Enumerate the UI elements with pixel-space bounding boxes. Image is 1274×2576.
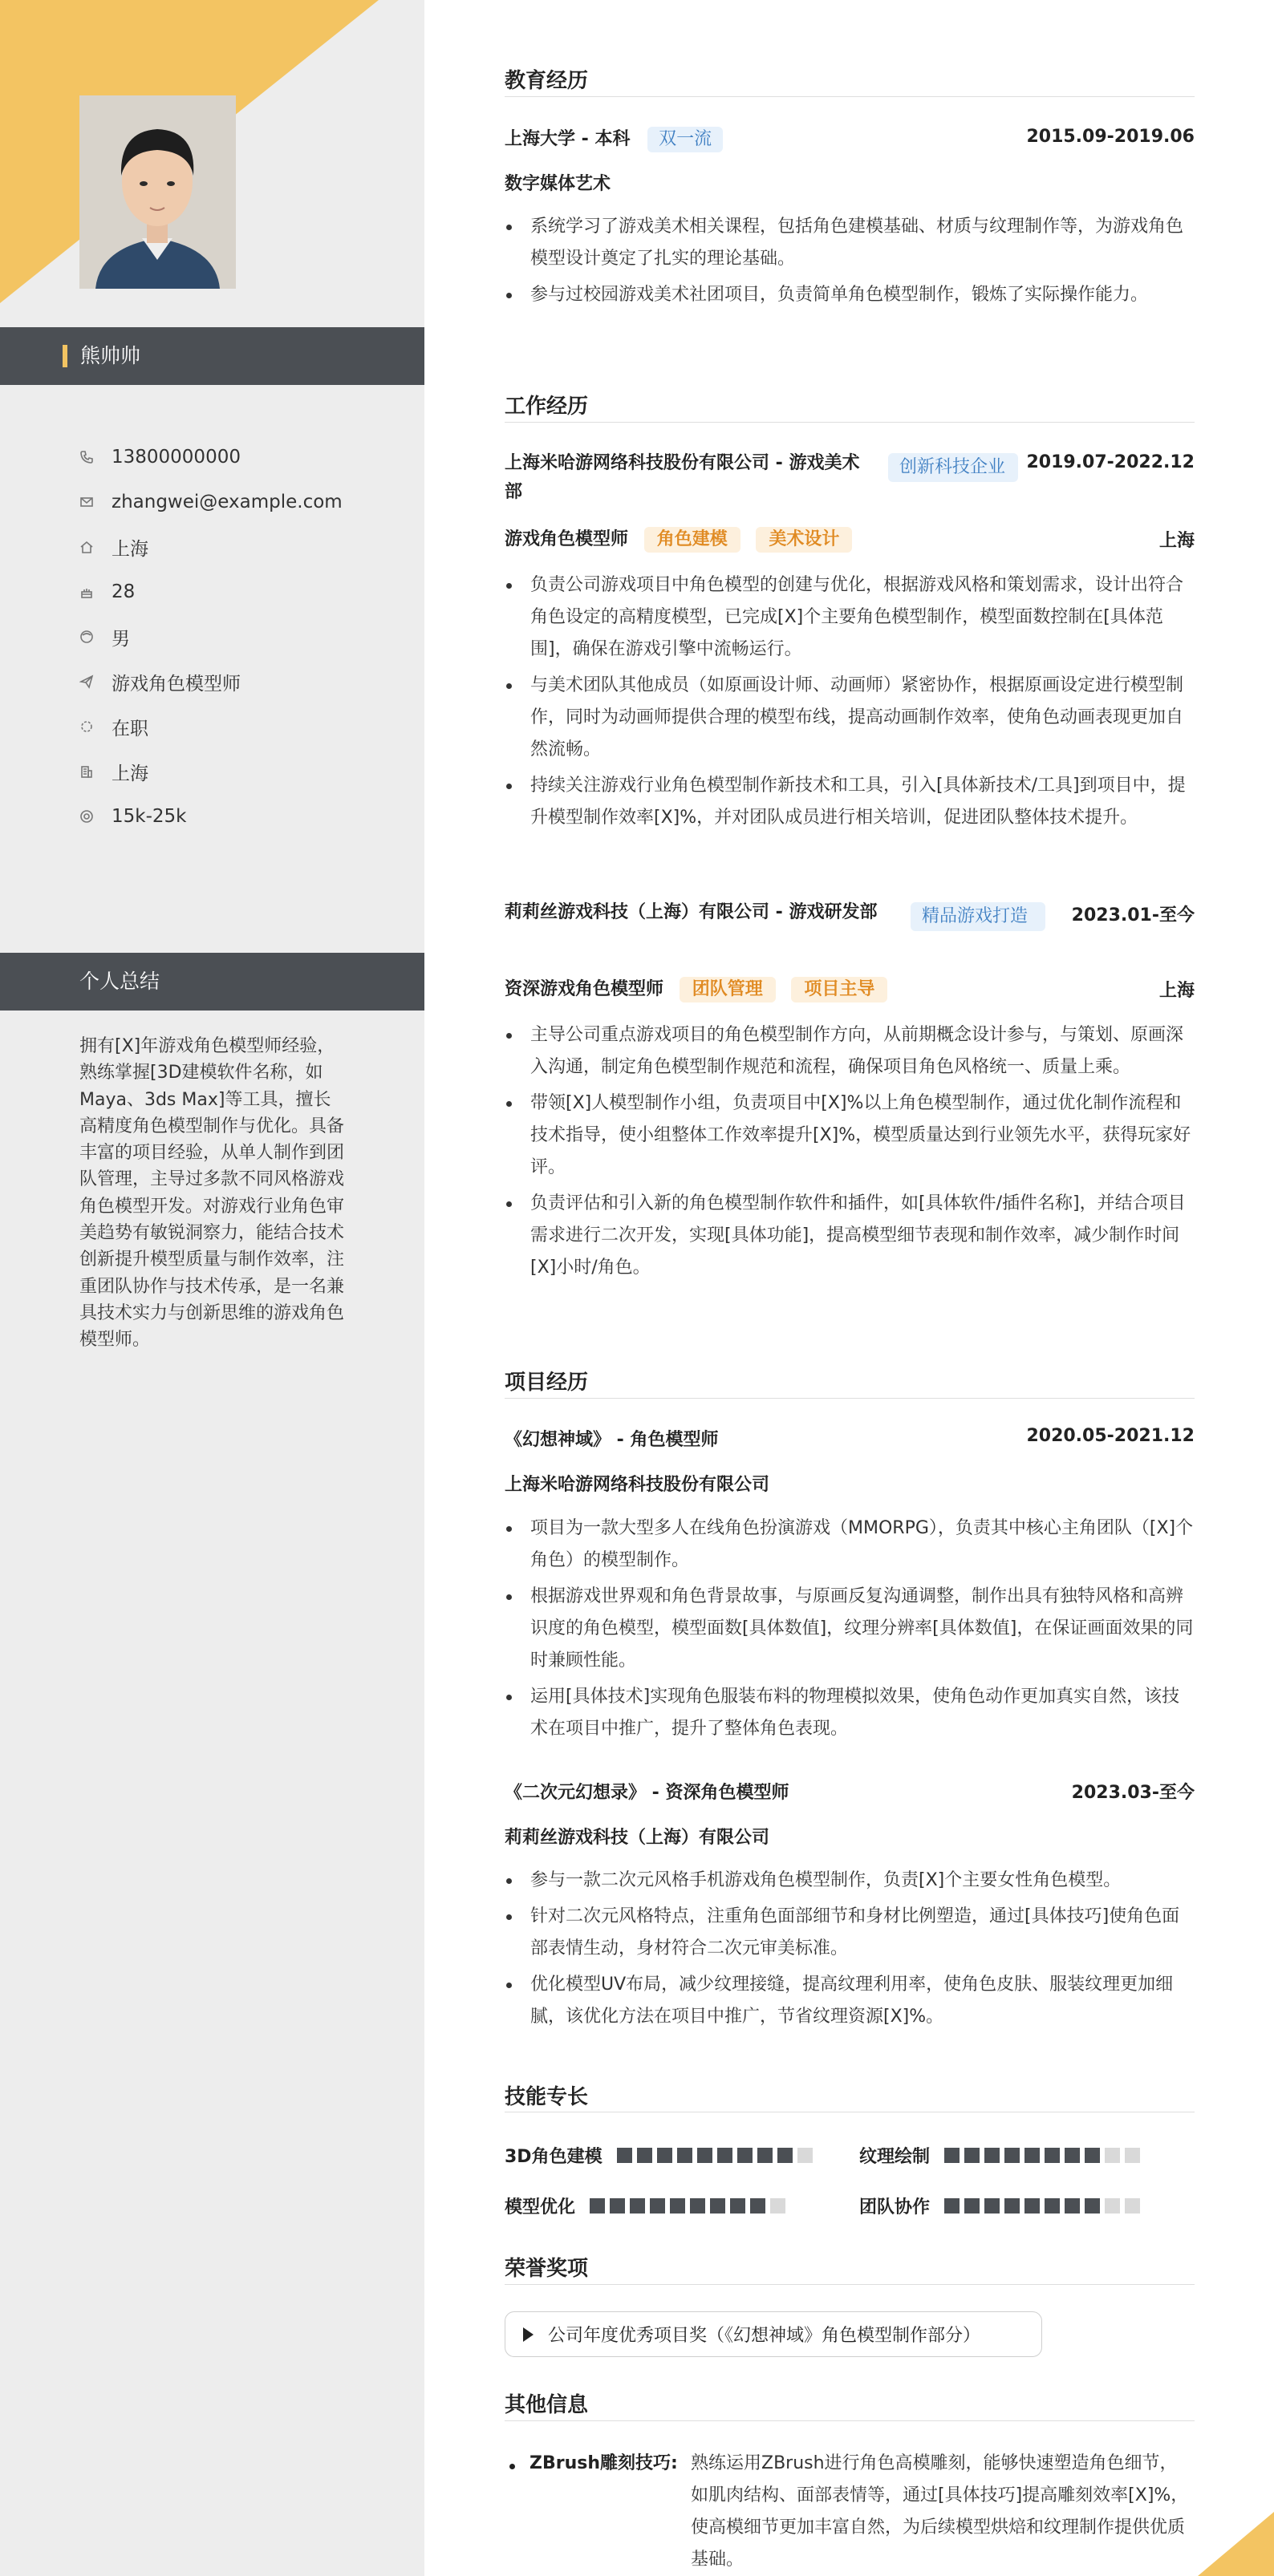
skill-level-bar — [944, 2198, 1145, 2213]
section-title-education: 教育经历 — [505, 69, 589, 93]
project-date: 2020.05-2021.12 — [1026, 1426, 1195, 1446]
name-bar — [0, 327, 424, 385]
info-phone — [79, 435, 343, 480]
education-date: 2015.09-2019.06 — [1026, 127, 1195, 147]
role-tag: 角色建模 — [644, 527, 740, 553]
skill-square-empty — [1105, 2148, 1120, 2163]
section-divider — [505, 2420, 1195, 2421]
avatar — [79, 95, 236, 289]
skill-level-bar — [944, 2148, 1145, 2163]
section-divider — [505, 2284, 1195, 2285]
info-text: 28 — [112, 581, 136, 602]
other-label: ZBrush雕刻技巧: — [529, 2453, 678, 2473]
job-location: 上海 — [1158, 531, 1195, 551]
skill-level-bar — [590, 2198, 790, 2213]
list-item: 参与过校园游戏美术社团项目，负责简单角色模型制作，锻炼了实际操作能力。 — [505, 279, 1195, 311]
education-bullets — [505, 211, 1195, 315]
info-position — [79, 659, 343, 704]
list-item: 针对二次元风格特点，注重角色面部细节和身材比例塑造，通过[具体技巧]使角色面部表情生动，身材符合二次元审美标准。 — [505, 1901, 1195, 1965]
mail-icon — [79, 495, 94, 509]
building-icon — [79, 764, 94, 779]
award-item[interactable] — [505, 2311, 1042, 2357]
expand-triangle-icon — [523, 2327, 534, 2342]
skill-square-filled — [697, 2148, 712, 2163]
skill-square-filled — [1085, 2148, 1100, 2163]
info-text: 游戏角色模型师 — [112, 673, 241, 695]
info-gender — [79, 614, 343, 659]
info-salary — [79, 794, 343, 839]
skill-square-filled — [1024, 2148, 1040, 2163]
list-item: 主导公司重点游戏项目的角色模型制作方向，从前期概念设计参与，与策划、原画深入沟通，制定角色模型制作规范和流程，确保项目角色风格统一、质量上乘。 — [505, 1019, 1195, 1083]
contact-info-list — [79, 435, 343, 839]
skill-square-filled — [590, 2198, 605, 2213]
project-header — [505, 1779, 1195, 1804]
education-major: 数字媒体艺术 — [505, 174, 611, 194]
project-company: 上海米哈游网络科技股份有限公司 — [505, 1475, 770, 1495]
info-text: 在职 — [112, 718, 148, 739]
corner-decoration-bottom — [1198, 2512, 1274, 2576]
salary-icon — [79, 809, 94, 824]
info-text: 15k-25k — [112, 806, 187, 827]
section-title-work: 工作经历 — [505, 395, 589, 419]
skill-item — [505, 2193, 790, 2218]
list-item: 项目为一款大型多人在线角色扮演游戏（MMORPG），负责其中核心主角团队（[X]个角色）的模型制作。 — [505, 1513, 1195, 1577]
home-icon — [79, 540, 94, 554]
summary-title: 个人总结 — [79, 970, 160, 993]
skill-square-empty — [1125, 2148, 1140, 2163]
skill-square-filled — [777, 2148, 793, 2163]
skill-item — [859, 2143, 1145, 2168]
project-bullets — [505, 1865, 1195, 2037]
other-text: 熟练运用ZBrush进行角色高模雕刻，能够快速塑造角色细节，如肌肉结构、面部表情等，通过[具体技巧]提高雕刻效率[X]%，使高模细节更加丰富自然，为后续模型烘焙和纹理制作提供优质基础。 — [691, 2453, 1189, 2570]
skill-square-filled — [1065, 2148, 1080, 2163]
skill-square-filled — [1004, 2148, 1020, 2163]
list-item: 参与一款二次元风格手机游戏角色模型制作，负责[X]个主要女性角色模型。 — [505, 1865, 1195, 1897]
skill-square-filled — [737, 2148, 753, 2163]
skill-square-filled — [1045, 2198, 1060, 2213]
project-header — [505, 1426, 1195, 1451]
project-date: 2023.03-至今 — [1071, 1783, 1195, 1803]
list-item: 与美术团队其他成员（如原画设计师、动画师）紧密协作，根据原画设定进行模型制作，同时为动画师提供合理的模型布线，提高动画制作效率，使角色动画表现更加自然流畅。 — [505, 670, 1195, 766]
job-role: 资深游戏角色模型师 — [505, 979, 664, 999]
info-text: 上海 — [112, 763, 148, 784]
job-company-tag: 精品游戏打造 — [911, 902, 1045, 931]
skill-item — [505, 2143, 818, 2168]
skill-square-filled — [964, 2198, 980, 2213]
skill-square-filled — [717, 2148, 732, 2163]
section-title-awards: 荣誉奖项 — [505, 2257, 589, 2281]
skill-square-filled — [630, 2198, 645, 2213]
skill-name: 3D角色建模 — [505, 2147, 603, 2167]
role-tag: 项目主导 — [791, 977, 887, 1002]
skill-square-filled — [657, 2148, 672, 2163]
list-item: 系统学习了游戏美术相关课程，包括角色建模基础、材质与纹理制作等，为游戏角色模型设计奠定了扎实的理论基础。 — [505, 211, 1195, 275]
role-tag: 美术设计 — [756, 527, 852, 553]
job-company: 上海米哈游网络科技股份有限公司 - 游戏美术部 — [505, 453, 860, 502]
skill-square-filled — [690, 2198, 705, 2213]
bullet-dot — [509, 2464, 515, 2469]
section-divider — [505, 1398, 1195, 1399]
job-role: 游戏角色模型师 — [505, 529, 629, 549]
role-tag: 团队管理 — [680, 977, 776, 1002]
skill-square-empty — [1125, 2198, 1140, 2213]
skill-item — [859, 2193, 1145, 2218]
skill-name: 纹理绘制 — [859, 2147, 931, 2167]
info-email — [79, 480, 343, 525]
skill-square-filled — [617, 2148, 632, 2163]
skill-level-bar — [617, 2148, 818, 2163]
skill-square-filled — [1004, 2198, 1020, 2213]
section-title-projects: 项目经历 — [505, 1371, 589, 1395]
job-location: 上海 — [1158, 981, 1195, 1001]
list-item: 根据游戏世界观和角色背景故事，与原画反复沟通调整，制作出具有独特风格和高辨识度的角色模型，模型面数[具体数值]，纹理分辨率[具体数值]，在保证画面效果的同时兼顾性能。 — [505, 1581, 1195, 1677]
list-item: 优化模型UV布局，减少纹理接缝，提高纹理利用率，使角色皮肤、服装纹理更加细腻，该优化方法在项目中推广，节省纹理资源[X]%。 — [505, 1969, 1195, 2033]
info-age — [79, 569, 343, 614]
skill-square-filled — [1065, 2198, 1080, 2213]
gender-icon — [79, 630, 94, 644]
skill-square-filled — [710, 2198, 725, 2213]
skill-square-filled — [610, 2198, 625, 2213]
job-date: 2023.01-至今 — [1071, 905, 1195, 925]
project-bullets — [505, 1513, 1195, 1749]
info-text: 男 — [112, 628, 130, 650]
cake-icon — [79, 585, 94, 599]
skill-square-filled — [757, 2148, 773, 2163]
skill-name: 模型优化 — [505, 2197, 576, 2218]
info-text: zhangwei@example.com — [112, 492, 343, 512]
list-item: 持续关注游戏行业角色模型制作新技术和工具，引入[具体新技术/工具]到项目中，提升模型制作效率[X]%，并对团队成员进行相关培训，促进团队整体技术提升。 — [505, 770, 1195, 834]
summary-text: 拥有[X]年游戏角色模型师经验，熟练掌握[3D建模软件名称，如Maya、3ds Max]等工具，擅长高精度角色模型制作与优化。具备丰富的项目经验，从单人制作到团队管理，主导过多款不同风格游戏角色模型开发。对游戏行业角色审美趋势有敏锐洞察力，能结合技术创新提升模型质量与制作效率，注重团队协作与技术传承，是一名兼具技术实力与创新思维的游戏角色模型师。 — [79, 1036, 345, 1351]
skill-square-filled — [650, 2198, 665, 2213]
job-company: 莉莉丝游戏科技（上海）有限公司 - 游戏研发部 — [505, 902, 878, 922]
school-tag: 双一流 — [647, 127, 723, 152]
skill-square-empty — [797, 2148, 813, 2163]
skill-square-filled — [1024, 2198, 1040, 2213]
education-header — [505, 125, 1195, 152]
job-role-row — [505, 975, 1195, 1002]
skill-square-filled — [1085, 2198, 1100, 2213]
award-text: 公司年度优秀项目奖（《幻想神域》角色模型制作部分） — [548, 2326, 981, 2346]
skill-square-filled — [964, 2148, 980, 2163]
skill-square-filled — [730, 2198, 745, 2213]
name-accent-mark — [63, 345, 67, 367]
section-divider — [505, 422, 1195, 423]
skill-square-filled — [984, 2148, 1000, 2163]
info-text: 上海 — [112, 538, 148, 560]
sidebar — [0, 0, 424, 2576]
job-role-row — [505, 525, 1195, 553]
list-item: 负责公司游戏项目中角色模型的创建与优化，根据游戏风格和策划需求，设计出符合角色设定的高精度模型，已完成[X]个主要角色模型制作，模型面数控制在[具体范围]，确保在游戏引擎中流畅运行。 — [505, 569, 1195, 666]
section-divider — [505, 96, 1195, 97]
project-name: 《二次元幻想录》 - 资深角色模型师 — [505, 1783, 789, 1803]
skill-square-filled — [984, 2198, 1000, 2213]
status-icon — [79, 719, 94, 734]
skill-square-filled — [944, 2148, 960, 2163]
list-item: 负责评估和引入新的角色模型制作软件和插件，如[具体软件/插件名称]，并结合项目需求进行二次开发，实现[具体功能]，提高模型细节表现和制作效率，减少制作时间[X]小时/角色。 — [505, 1188, 1195, 1284]
list-item: 带领[X]人模型制作小组，负责项目中[X]%以上角色模型制作，通过优化制作流程和技术指导，使小组整体工作效率提升[X]%，模型质量达到行业领先水平，获得玩家好评。 — [505, 1088, 1195, 1184]
list-item: 运用[具体技术]实现角色服装布料的物理模拟效果，使角色动作更加真实自然，该技术在项目中推广，提升了整体角色表现。 — [505, 1681, 1195, 1745]
skill-square-empty — [770, 2198, 785, 2213]
section-title-skills: 技能专长 — [505, 2085, 589, 2109]
skill-name: 团队协作 — [859, 2197, 931, 2218]
skill-square-filled — [1045, 2148, 1060, 2163]
info-text: 13800000000 — [112, 447, 241, 468]
info-city — [79, 749, 343, 794]
job-bullets — [505, 1019, 1195, 1288]
candidate-name: 熊帅帅 — [80, 344, 141, 367]
skill-square-filled — [944, 2198, 960, 2213]
info-status — [79, 704, 343, 749]
info-home — [79, 525, 343, 569]
job-company-tag: 创新科技企业 — [888, 453, 1018, 482]
school-name: 上海大学 - 本科 — [505, 129, 631, 149]
section-title-other: 其他信息 — [505, 2393, 589, 2417]
skill-square-filled — [750, 2198, 765, 2213]
skill-square-filled — [637, 2148, 652, 2163]
phone-icon — [79, 450, 94, 464]
project-company: 莉莉丝游戏科技（上海）有限公司 — [505, 1828, 770, 1848]
skill-square-filled — [677, 2148, 692, 2163]
skill-square-filled — [670, 2198, 685, 2213]
skill-square-empty — [1105, 2198, 1120, 2213]
job-bullets — [505, 569, 1195, 838]
send-icon — [79, 674, 94, 689]
project-name: 《幻想神域》 - 角色模型师 — [505, 1430, 719, 1450]
summary-bar — [0, 953, 424, 1011]
job-date: 2019.07-2022.12 — [1026, 452, 1195, 472]
